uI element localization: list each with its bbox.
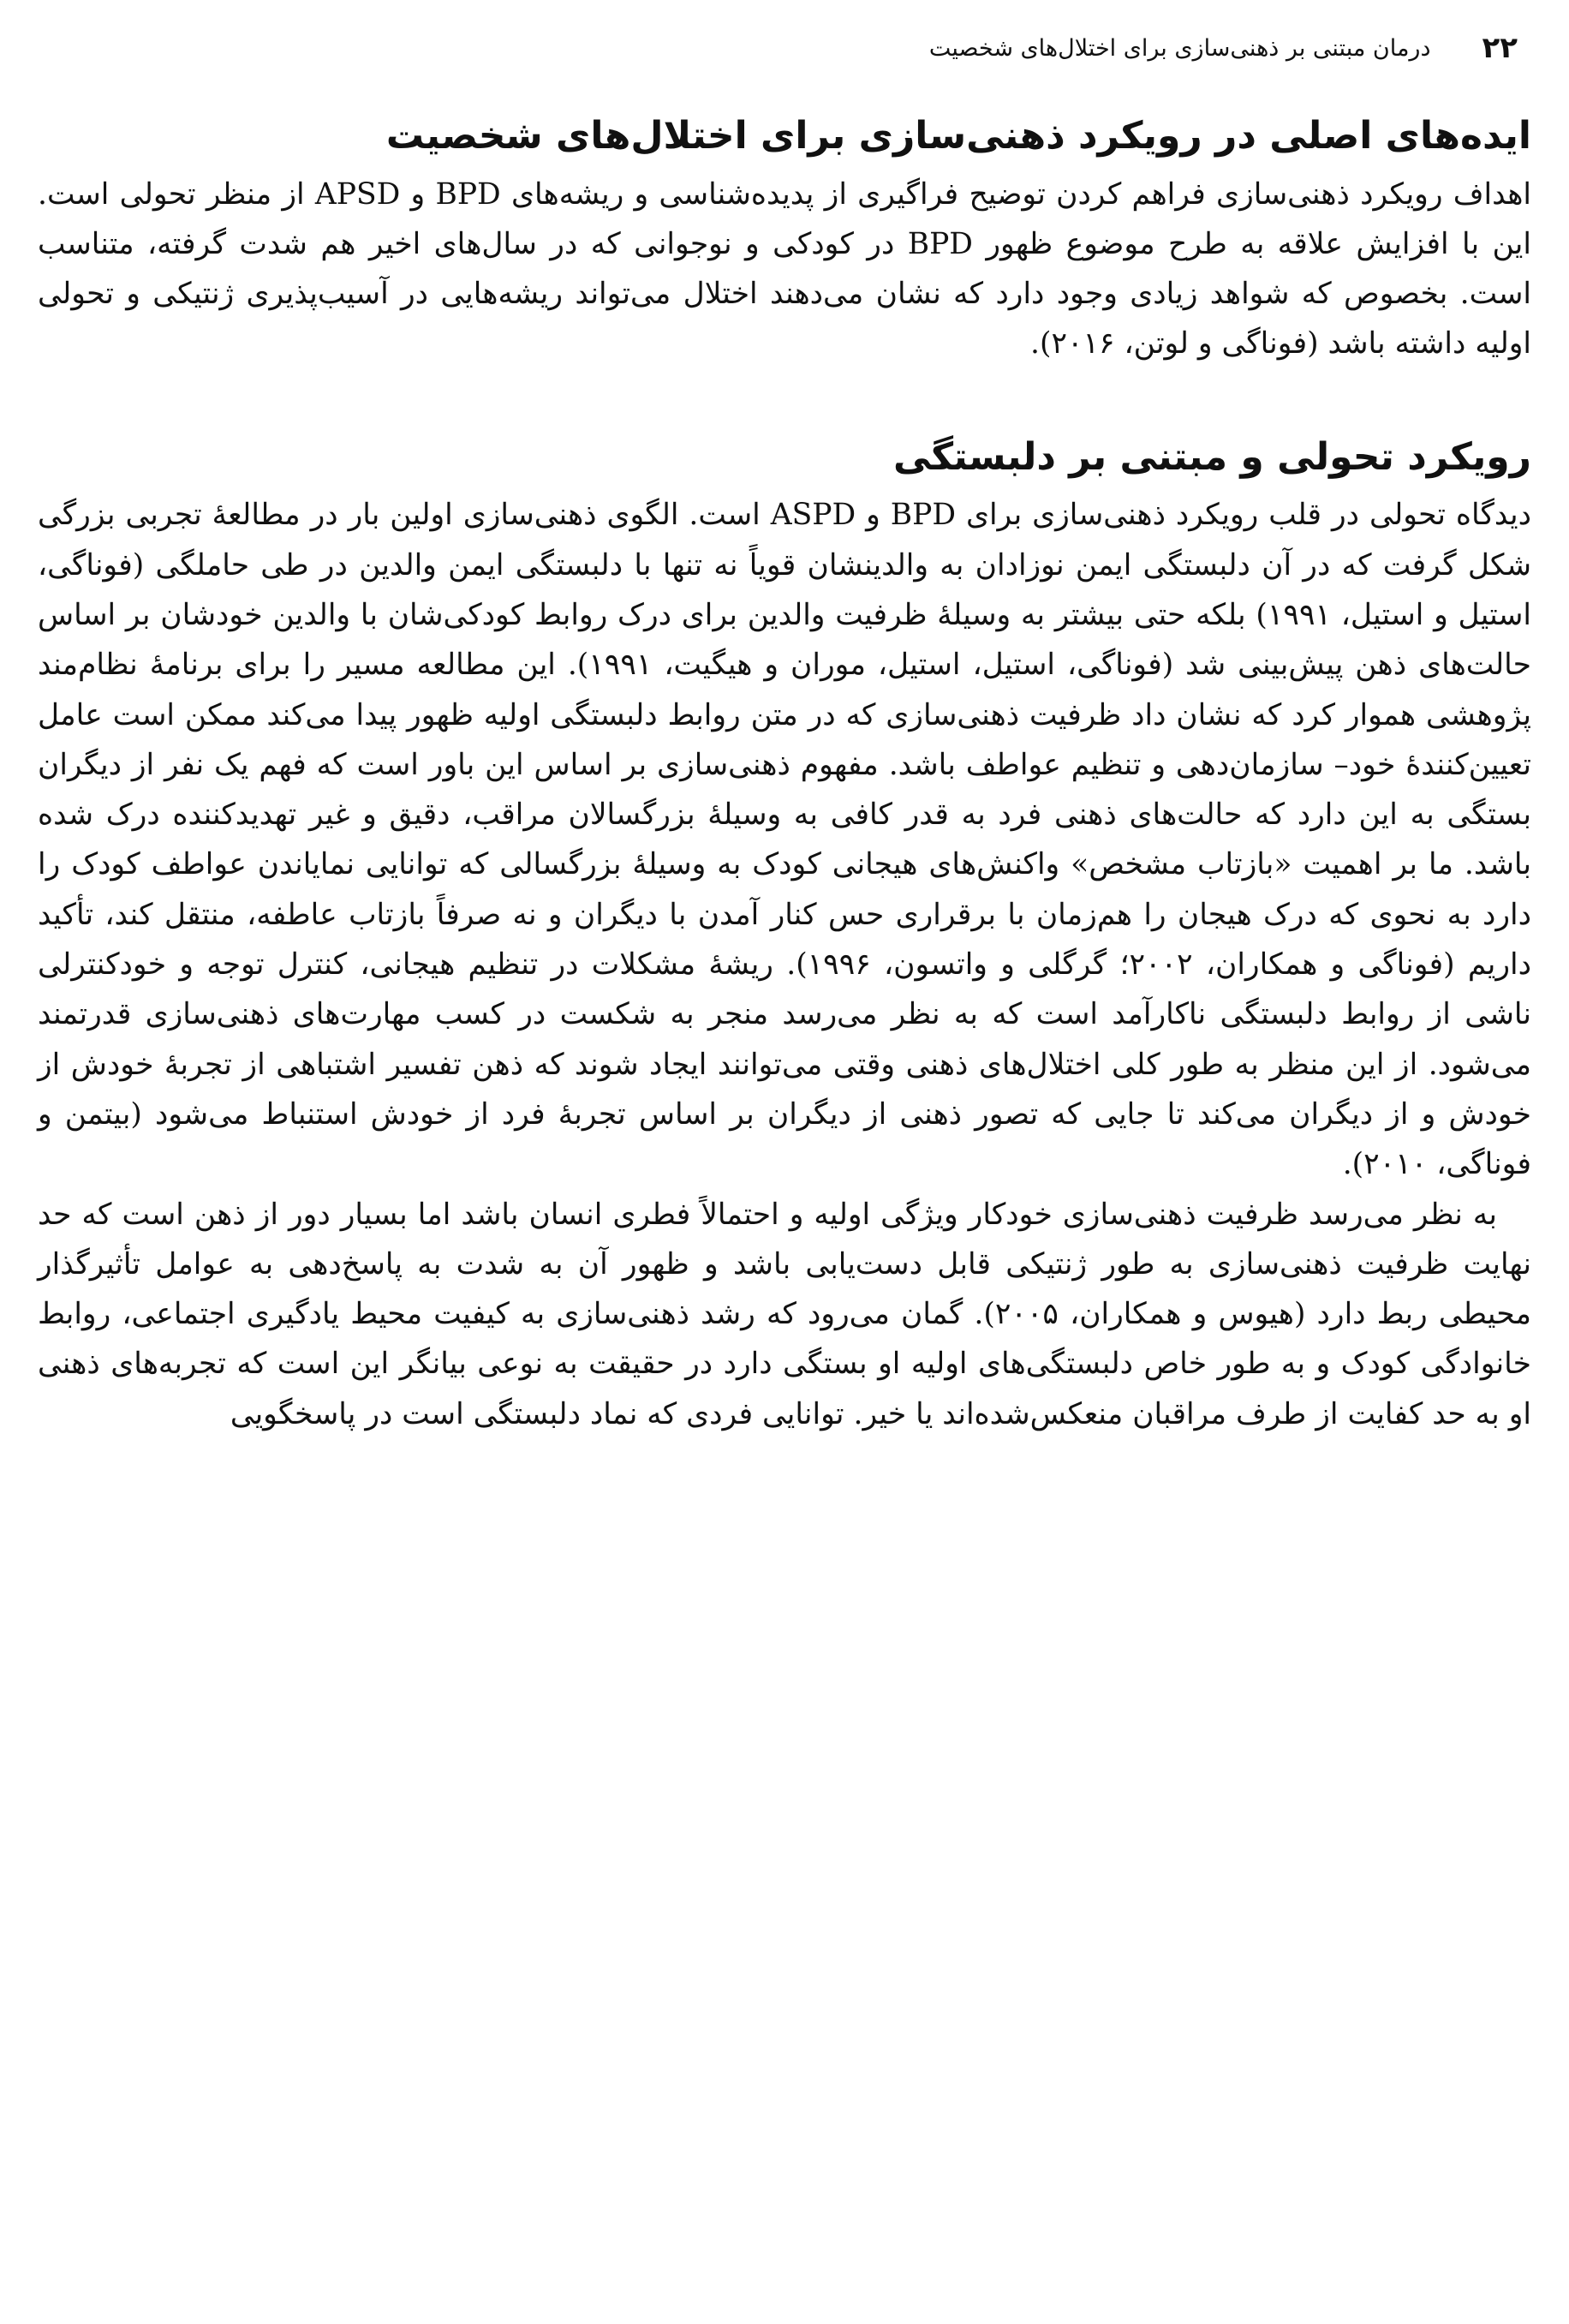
body-paragraph: به نظر می‌رسد ظرفیت ذهنی‌سازی خودکار ویژگی اولیه و احتمالاً فطری انسان باشد اما بسیار دور از ذهن است که حد نهایت ظرفیت ذهنی‌سازی به طور ژنتیکی قابل دست‌یابی باشد و ظهور آن به شدت به پاسخ‌دهی به عوامل تأثیرگذار محیطی ربط دارد (هیوس و همکاران، ۲۰۰۵). گمان می‌رود که رشد ذهنی‌سازی به کیفیت محیط یادگیری اجتماعی، روابط خانوادگی کودک و به طور خاص دلبستگی‌های اولیه او بستگی دارد در حقیقت به نوعی بیانگر این است که تجربه‌های ذهنی او به حد کفایت از طرف مراقبان منعکس‌شده‌اند یا خیر. توانایی فردی که نماد دلبستگی است در پاسخگویی — [38, 1197, 1531, 1431]
body-paragraph: دیدگاه تحولی در قلب رویکرد ذهنی‌سازی برای BPD و ASPD است. الگوی ذهنی‌سازی اولین بار در مطالعهٔ تجربی بزرگی شکل گرفت که در آن دلبستگی ایمن نوزادان به والدینشان قویاً نه تنها با دلبستگی ایمن والدین در طی حاملگی (فوناگی، استیل و استیل، ۱۹۹۱) بلکه حتی بیشتر به وسیلهٔ ظرفیت والدین برای درک روابط کودکی‌شان با والدین خودشان بر اساس حالت‌های ذهن پیش‌بینی شد (فوناگی، استیل، استیل، موران و هیگیت، ۱۹۹۱). این مطالعه مسیر را برای برنامهٔ نظام‌مند پژوهشی هموار کرد که نشان داد ظرفیت ذهنی‌سازی که در متن روابط دلبستگی اولیه ظهور پیدا می‌کند ممکن است عامل تعیین‌کنندهٔ خود– سازمان‌دهی و تنظیم عواطف باشد. مفهوم ذهنی‌سازی بر اساس این باور است که فهم یک نفر از دیگران بستگی به این دارد که حالت‌های ذهنی فرد به قدر کافی به وسیلهٔ بزرگسالان مراقب، دقیق و غیر تهدیدکننده درک شده باشد. ما بر اهمیت «بازتاب مشخص» واکنش‌های هیجانی کودک به وسیلهٔ بزرگسالی که توانایی نمایاندن عواطف کودک را دارد به نحوی که درک هیجان را هم‌زمان با برقراری حس کنار آمدن با دیگران و نه صرفاً بازتاب عاطفه، منتقل کند، تأکید داریم (فوناگی و همکاران، ۲۰۰۲؛ گرگلی و واتسون، ۱۹۹۶). ریشهٔ مشکلات در تنظیم هیجانی، کنترل توجه و خودکنترلی ناشی از روابط دلبستگی ناکارآمد است که به نظر می‌رسد منجر به شکست در کسب مهارت‌های ذهنی‌سازی قدرتمند می‌شود. از این منظر به طور کلی اختلال‌های ذهنی وقتی می‌توانند ایجاد شوند که ذهن تفسیر اشتباهی از تجربهٔ خودش از خودش و از دیگران می‌کند تا جایی که تصور ذهنی از دیگران بر اساس تجربهٔ فرد از خودش استنباط می‌شود (بیتمن و فوناگی، ۲۰۱۰). — [38, 498, 1532, 1182]
body-paragraph: اهداف رویکرد ذهنی‌سازی فراهم کردن توضیح فراگیری از پدیده‌شناسی و ریشه‌های BPD و APSD از منظر تحولی است. این با افزایش علاقه به طرح موضوع ظهور BPD در کودکی و نوجوانی که در سال‌های اخیر هم شدت گرفته، متناسب است. بخصوص که شواهد زیادی وجود دارد که نشان می‌دهند اختلال می‌تواند ریشه‌هایی در آسیب‌پذیری ژنتیکی و تحولی اولیه داشته باشد (فوناگی و لوتن، ۲۰۱۶). — [38, 176, 1532, 361]
section-heading: ایده‌های اصلی در رویکرد ذهنی‌سازی برای اختلال‌های شخصیت — [385, 114, 1531, 158]
running-header-title: درمان مبتنی بر ذهنی‌سازی برای اختلال‌های شخصیت — [928, 34, 1431, 62]
running-header — [51, 22, 1518, 74]
page-number: ۲۲ — [1482, 31, 1518, 65]
section-developmental-attachment — [38, 431, 1531, 1439]
page-content — [38, 110, 1531, 1439]
section-core-ideas — [38, 110, 1531, 369]
section-heading: رویکرد تحولی و مبتنی بر دلبستگی — [893, 434, 1531, 479]
